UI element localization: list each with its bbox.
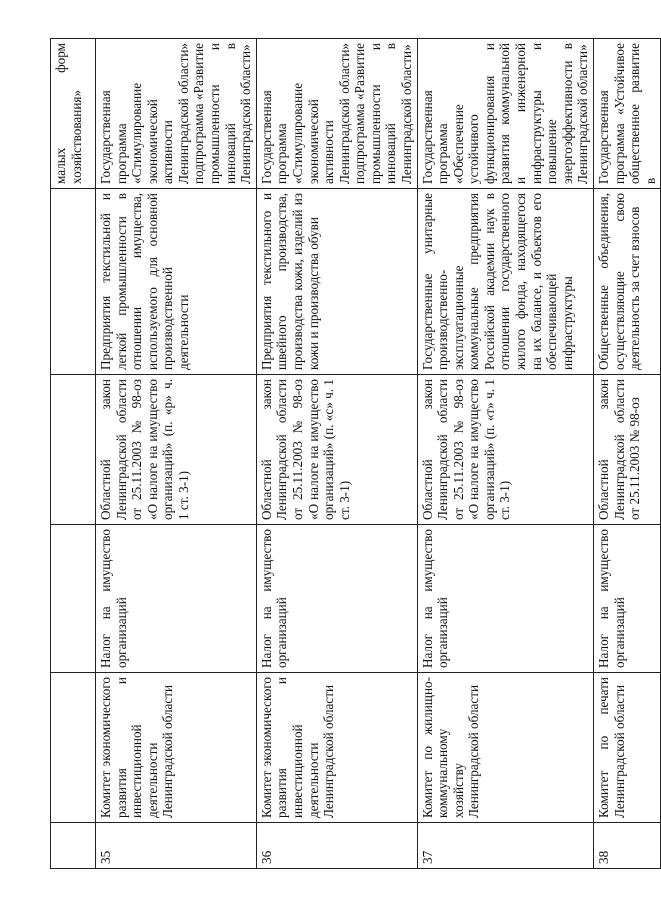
cell-law: Областной закон Ленинградской области от 25.11.2003 № 98-оз «О налоге на имущество организаций» (п. «т» ч. 1 ст. 3-1): [417, 375, 593, 525]
cell-program: Государственная программа «Стимулирование экономической активности Ленинградской области» подпрограмма «Развитие промышленности и инноваций в Ленинградской области»: [96, 39, 257, 189]
table-row: [96, 39, 257, 869]
cell-tax: Налог на имущество организаций: [417, 525, 593, 673]
table-row: [256, 39, 417, 869]
row-number: 35: [96, 823, 257, 869]
cell-tax: Налог на имущество организаций: [96, 525, 257, 673]
cell-tax: Налог на имущество организаций: [256, 525, 417, 673]
cell-law: Областной закон Ленинградской области от 25.11.2003 № 98-оз «О налоге на имущество организаций» (п. «р» ч. 1 ст. 3-1): [96, 375, 257, 525]
cell-organ: Комитет по жилищно-коммунальному хозяйству Ленинградской области: [417, 673, 593, 823]
cell-program: Государственная программа «Устойчивое общественное развитие в: [593, 39, 660, 189]
cell-program: Государственная программа «Стимулирование экономической активности Ленинградской области» подпрограмма «Развитие промышленности и инноваций в Ленинградской области»: [256, 39, 417, 189]
cell-organ: Комитет по печати Ленинградской области: [593, 673, 660, 823]
cell-category: Общественные объединения, осуществляющие свою деятельность за счет взносов: [593, 189, 660, 375]
cell-law: [51, 375, 96, 525]
cell-category: Государственные унитарные производственно-эксплуатационные коммунальные предприятия Российской академии наук в отношении государственного жилого фонда, находящегося на их балансе, и объектов его обеспечивающей инфраструктуры: [417, 189, 593, 375]
cell-tax: [51, 525, 96, 673]
rotated-page: [50, 39, 658, 869]
cell-organ: Комитет экономического развития и инвестиционной деятельности Ленинградской области: [96, 673, 257, 823]
tax-benefits-table: [50, 38, 661, 869]
cell-category: Предприятия текстильной и легкой промышленности в отношении имущества, используемого для основной производственной деятельности: [96, 189, 257, 375]
cell-law: Областной закон Ленинградской области от 25.11.2003 № 98-оз «О налоге на имущество организаций» (п. «с» ч. 1 ст. 3-1): [256, 375, 417, 525]
cell-law: Областной закон Ленинградской области от 25.11.2003 № 98-оз: [593, 375, 660, 525]
cell-organ: Комитет экономического развития и инвестиционной деятельности Ленинградской области: [256, 673, 417, 823]
cell-category: Предприятия текстильного и швейного производства, производства кожи, изделий из кожи и производства обуви: [256, 189, 417, 375]
cell-program: Государственная программа «Обеспечение устойчивого функционирования и развития коммунальной и инженерной инфраструктуры и повышение энергоэффективности в Ленинградской области»: [417, 39, 593, 189]
cell-program: малых форм хозяйствования»: [51, 39, 96, 189]
cell-category: [51, 189, 96, 375]
cell-tax: Налог на имущество организаций: [593, 525, 660, 673]
cell-organ: [51, 673, 96, 823]
table-row: [51, 39, 96, 869]
row-number: 36: [256, 823, 417, 869]
table-row: [417, 39, 593, 869]
row-number: 37: [417, 823, 593, 869]
row-number: 38: [593, 823, 660, 869]
cell-num: [51, 823, 96, 869]
table-row: [593, 39, 660, 869]
